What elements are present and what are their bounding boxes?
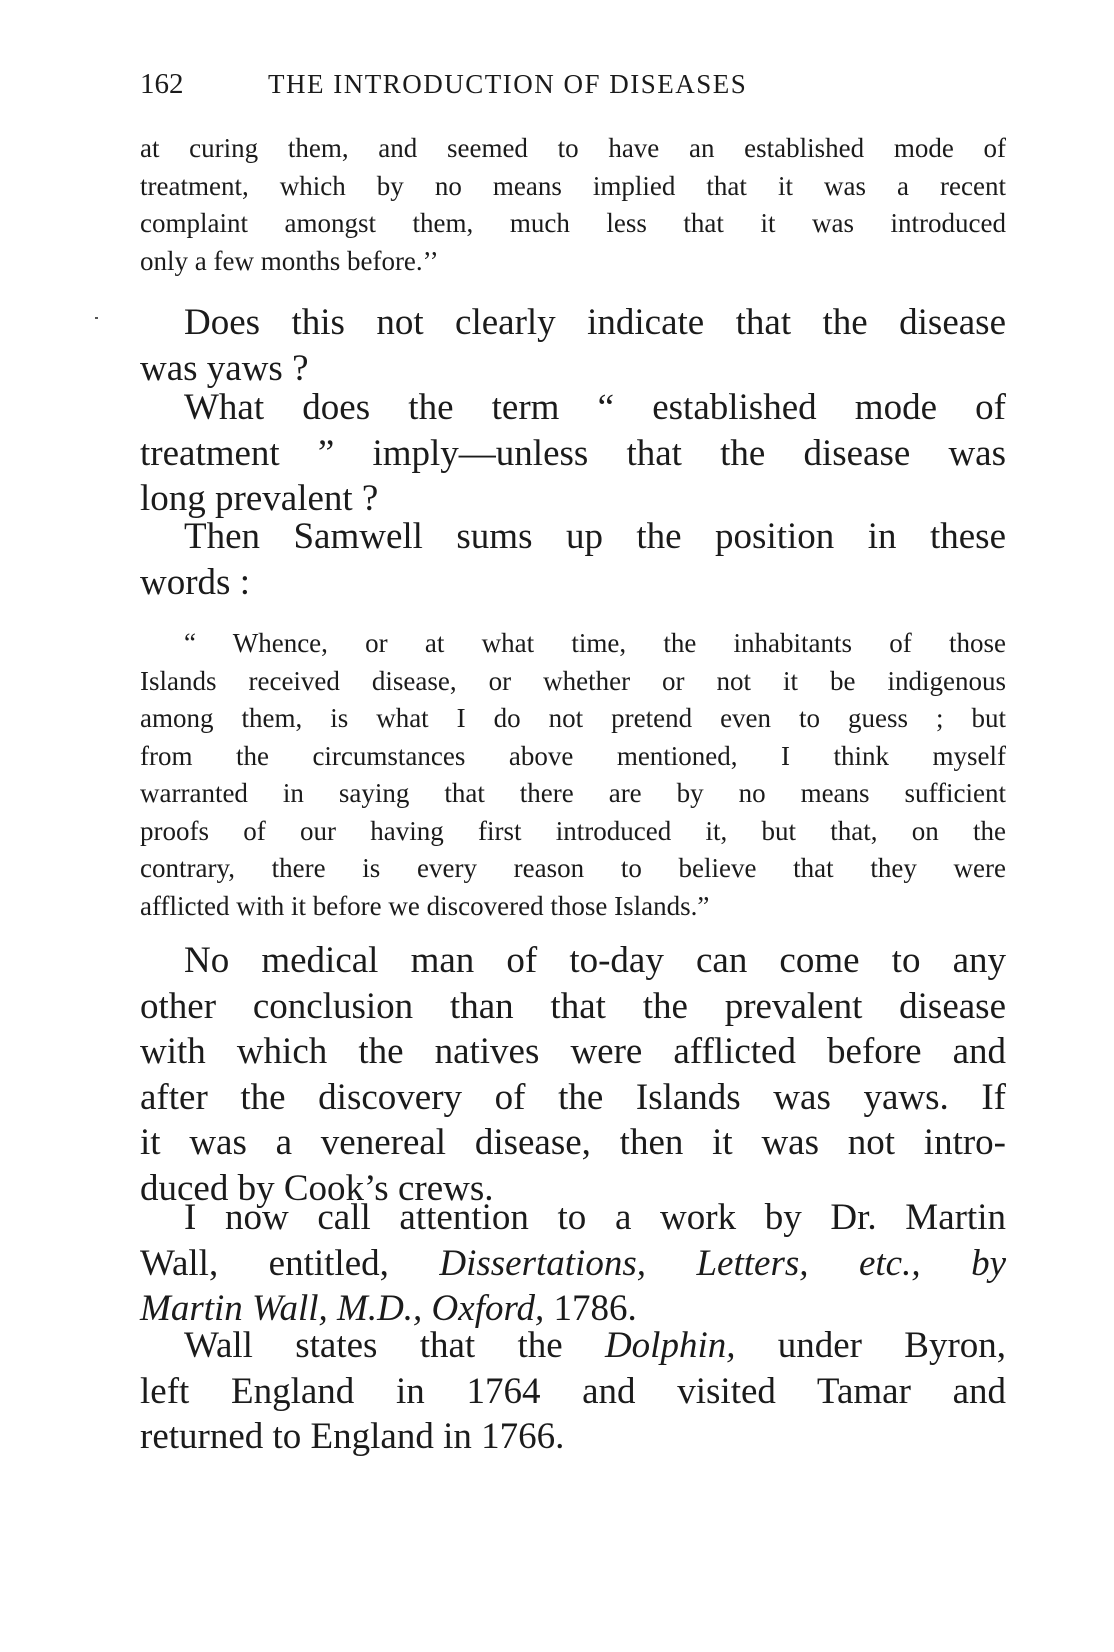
book-title-italic: Dissertations, Letters, etc., by: [439, 1242, 1007, 1284]
text-run: Wall, entitled,: [140, 1242, 389, 1284]
text-line: No medical man of to-day can come to any: [184, 940, 1006, 981]
text-line: other conclusion than that the prevalent disease: [140, 985, 1006, 1027]
text-line: Does this not clearly indicate that the disease: [184, 302, 1006, 343]
text-line: from the circumstances above mentioned, I think myself: [140, 740, 1006, 771]
text-run: 1786.: [553, 1288, 637, 1329]
text-line: I now call attention to a work by Dr. Martin: [184, 1197, 1006, 1238]
text-line: proofs of our having first introduced it, but that, on the: [140, 815, 1006, 846]
book-title-italic: Martin Wall, M.D., Oxford,: [140, 1288, 545, 1329]
text-line: long prevalent ?: [140, 478, 379, 519]
text-line: duced by Cook’s crews.: [140, 1167, 494, 1209]
text-run: under Byron,: [777, 1325, 1007, 1366]
paragraph-yaws-question: [140, 300, 1006, 391]
text-line: [140, 1323, 1006, 1369]
text-line: words :: [140, 561, 250, 603]
text-line: left England in 1764 and visited Tamar and: [140, 1370, 1006, 1412]
page-number: 162: [140, 68, 184, 100]
text-line: “ Whence, or at what time, the inhabitants of those: [184, 628, 1006, 658]
text-line: only a few months before.’’: [140, 245, 439, 276]
text-line: Islands received disease, or whether or not it be indigenous: [140, 665, 1006, 696]
paragraph-martin-wall: [140, 1195, 1006, 1332]
running-title: THE INTRODUCTION OF DISEASES: [268, 69, 748, 99]
text-line: it was a venereal disease, then it was not intro-: [140, 1122, 1006, 1163]
paragraph-medical-conclusion: [140, 938, 1006, 1211]
text-line: returned to England in 1766.: [140, 1416, 565, 1457]
text-line: treatment, which by no means implied that it was a recent: [140, 170, 1006, 201]
text-line: at curing them, and seemed to have an established mode of: [140, 133, 1006, 163]
text-line: complaint amongst them, much less that it was introduced: [140, 208, 1006, 238]
text-line: [140, 1241, 1006, 1287]
samwell-quotation: [140, 625, 1006, 925]
print-speck: [95, 317, 98, 319]
text-line: What does the term “ established mode of: [184, 387, 1006, 428]
text-run: Wall states that the: [184, 1325, 563, 1366]
paragraph-dolphin: [140, 1323, 1006, 1460]
text-line: Then Samwell sums up the position in these: [184, 516, 1006, 557]
text-line: treatment ” imply—unless that the disease was: [140, 432, 1006, 474]
running-header: [140, 64, 1000, 104]
text-line: contrary, there is every reason to believe that they were: [140, 853, 1006, 883]
text-line: warranted in saying that there are by no means sufficient: [140, 778, 1006, 808]
text-line: with which the natives were afflicted before and: [140, 1031, 1006, 1072]
text-line: among them, is what I do not pretend even to guess ; but: [140, 703, 1006, 733]
paragraph-treatment-question: [140, 385, 1006, 522]
text-line: was yaws ?: [140, 347, 309, 389]
paragraph-samwell-intro: [140, 514, 1006, 605]
ship-name-italic: Dolphin,: [604, 1325, 736, 1366]
text-line: afflicted with it before we discovered those Islands.”: [140, 890, 710, 921]
quote-continuation: [140, 130, 1006, 280]
text-line: after the discovery of the Islands was yaws. If: [140, 1076, 1006, 1118]
